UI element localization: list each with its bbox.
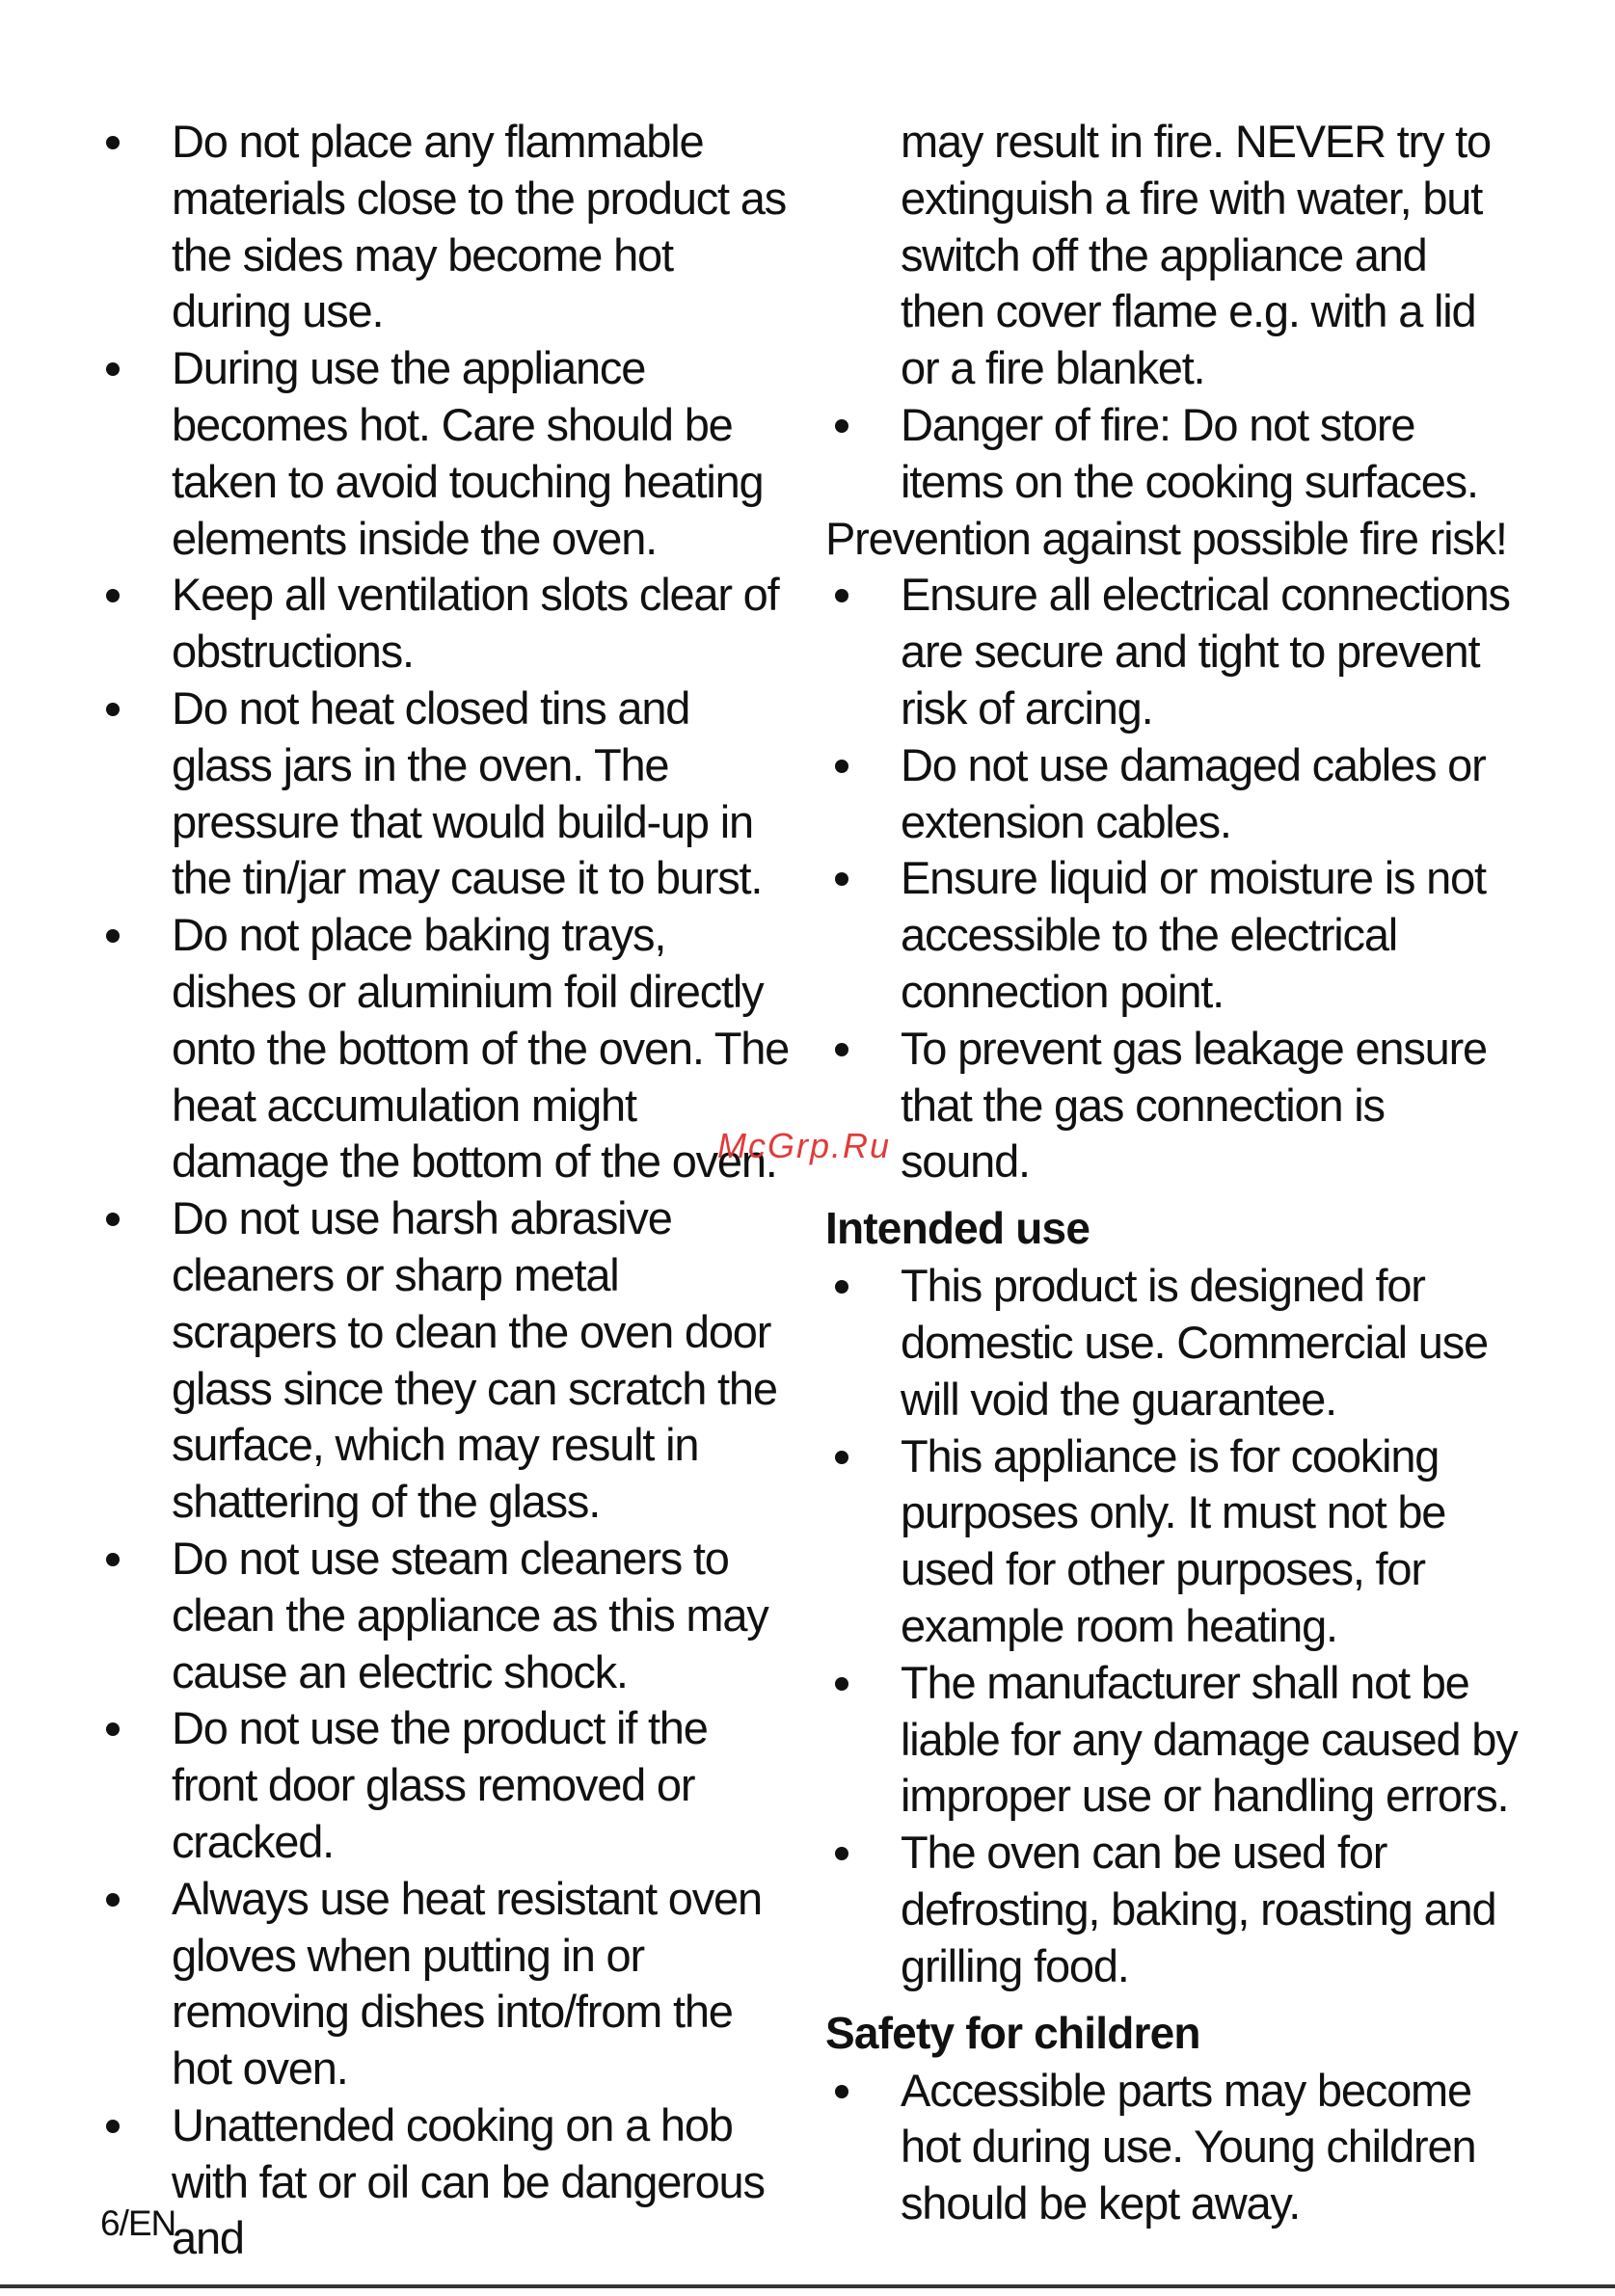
list-item: Do not use the product if the front door glass removed or cracked. (96, 1700, 791, 1870)
list-item: Ensure liquid or moisture is not accessible to the electrical connection point. (825, 850, 1520, 1020)
list-item: Do not use damaged cables or extension cables. (825, 737, 1520, 851)
safety-list-left (96, 114, 791, 2267)
bullet-icon (106, 929, 120, 943)
bullet-icon (106, 1213, 120, 1226)
bullet-icon (835, 1677, 848, 1691)
bullet-icon (835, 1847, 848, 1860)
intended-use-heading: Intended use (825, 1203, 1090, 1254)
bullet-icon (835, 2085, 848, 2098)
bullet-icon (106, 1893, 120, 1907)
list-item: To prevent gas leakage ensure that the gas connection is sound. (825, 1021, 1520, 1190)
list-item: Do not heat closed tins and glass jars in the oven. The pressure that would build-up in the tin/jar may cause it to burst. (96, 681, 791, 907)
list-item: Do not use steam cleaners to clean the appliance as this may cause an electric shock. (96, 1531, 791, 1700)
list-item: This product is designed for domestic use. Commercial use will void the guarantee. (825, 1258, 1520, 1428)
list-item: Unattended cooking on a hob with fat or oil can be dangerous and (96, 2097, 791, 2267)
bullet-icon (106, 589, 120, 602)
bullet-icon (106, 2120, 120, 2133)
right-column (825, 114, 1520, 2232)
list-item: This appliance is for cooking purposes only. It must not be used for other purposes, for example room heating. (825, 1428, 1520, 1655)
intended-use-list (825, 1258, 1520, 1994)
bullet-icon (106, 136, 120, 149)
children-list (825, 2063, 1520, 2232)
bullet-icon (106, 1722, 120, 1736)
bullet-icon (835, 419, 848, 433)
list-item: Keep all ventilation slots clear of obstructions. (96, 567, 791, 681)
bullet-icon (835, 1451, 848, 1464)
list-item: The oven can be used for defrosting, baking, roasting and grilling food. (825, 1825, 1520, 1994)
list-item: Accessible parts may become hot during use. Young children should be kept away. (825, 2063, 1520, 2232)
list-item: The manufacturer shall not be liable for any damage caused by improper use or handling errors. (825, 1655, 1520, 1825)
left-column (96, 114, 791, 2267)
prevention-title: Prevention against possible fire risk! (825, 512, 1507, 564)
bullet-icon (835, 1280, 848, 1294)
bullet-icon (835, 872, 848, 886)
fire-list (825, 397, 1520, 511)
list-item: Do not place baking trays, dishes or aluminium foil directly onto the bottom of the oven. The heat accumulation might damage the bottom of the oven. (96, 907, 791, 1190)
watermark-text: McGrp.Ru (717, 1126, 892, 1165)
list-item: Do not use harsh abrasive cleaners or sharp metal scrapers to clean the oven door glass since they can scratch the surface, which may result in shattering of the glass. (96, 1190, 791, 1531)
list-item: Ensure all electrical connections are secure and tight to prevent risk of arcing. (825, 567, 1520, 736)
bullet-icon (106, 1553, 120, 1566)
bullet-icon (835, 589, 848, 602)
safety-for-children-heading: Safety for children (825, 2007, 1200, 2058)
list-item: Danger of fire: Do not store items on the cooking surfaces. (825, 397, 1520, 511)
continued-text: may result in fire. NEVER try to extinguish a fire with water, but switch off the appliance and then cover flame e.g. with a lid or a fire blanket. (901, 116, 1491, 394)
page-number: 6/EN (100, 2203, 176, 2243)
bullet-icon (835, 1043, 848, 1056)
bullet-icon (106, 362, 120, 376)
list-item: During use the appliance becomes hot. Care should be taken to avoid touching heating elements inside the oven. (96, 340, 791, 567)
bottom-divider (0, 2284, 1615, 2288)
bullet-icon (106, 703, 120, 716)
bullet-icon (835, 760, 848, 773)
list-item: Always use heat resistant oven gloves when putting in or removing dishes into/from the hot oven. (96, 1871, 791, 2097)
list-item: Do not place any flammable materials close to the product as the sides may become hot during use. (96, 114, 791, 340)
prevention-list (825, 567, 1520, 1190)
